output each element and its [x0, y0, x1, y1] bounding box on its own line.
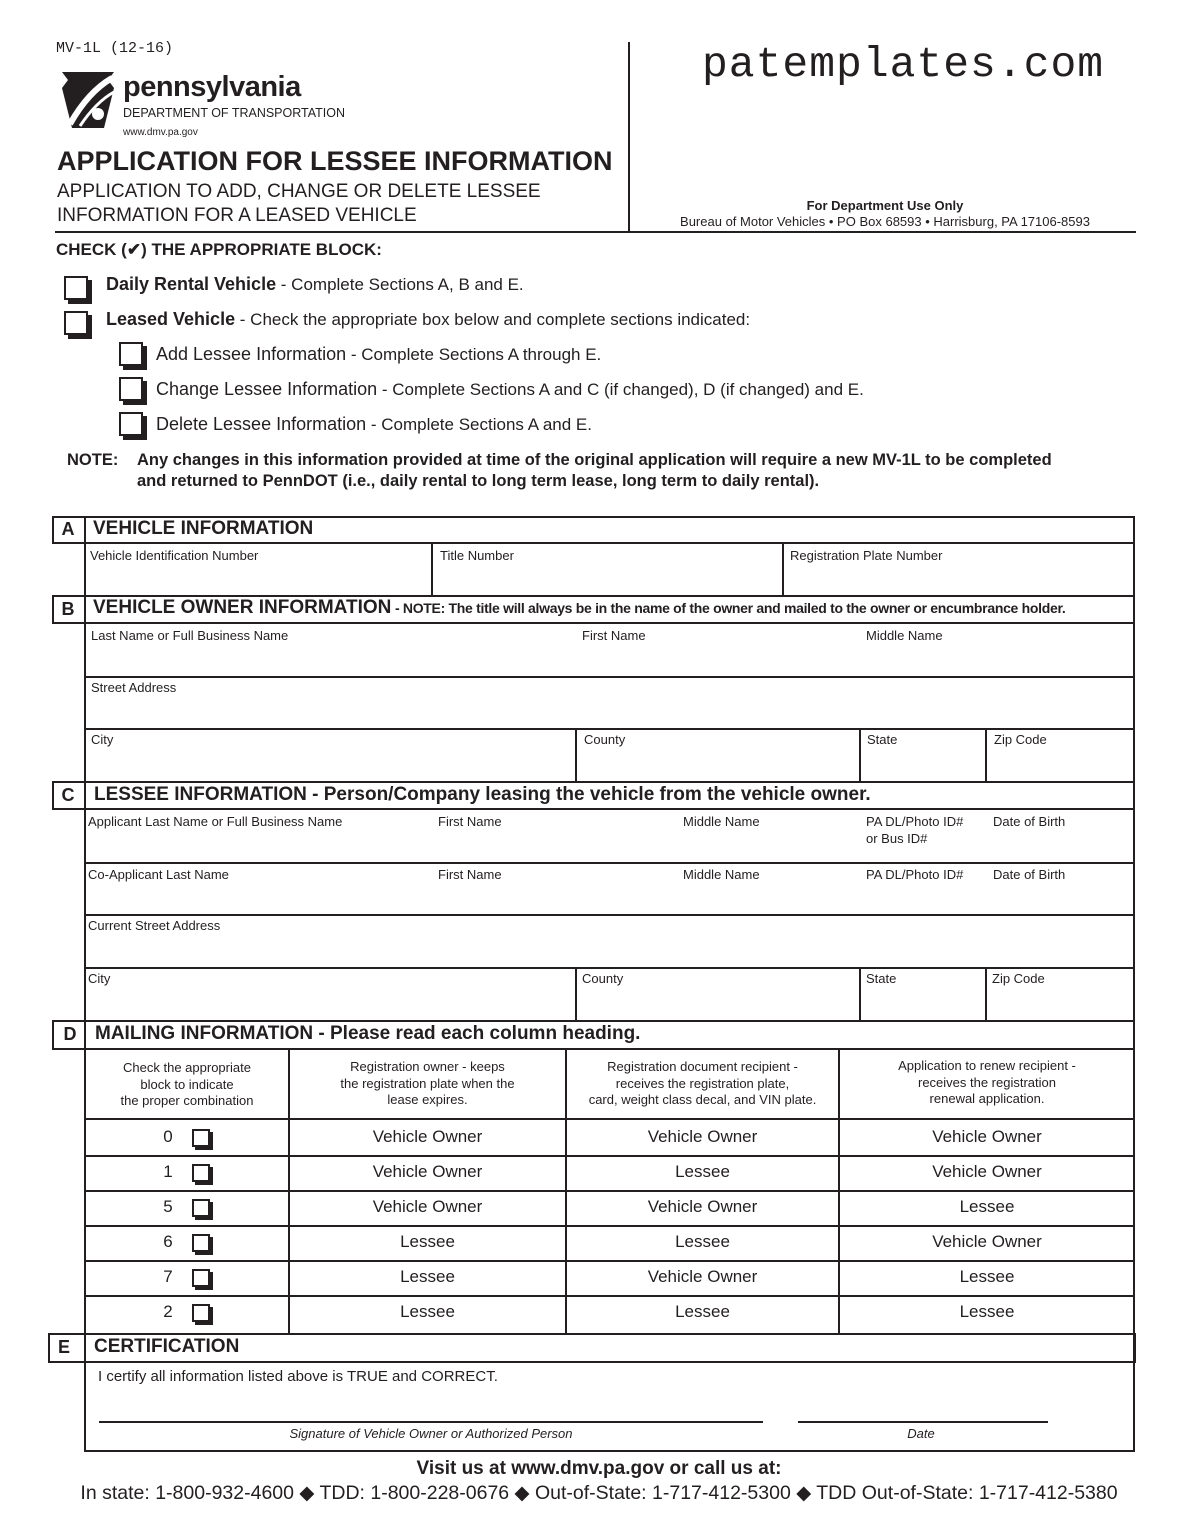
- agency-dept: DEPARTMENT OF TRANSPORTATION: [123, 106, 346, 120]
- agency-url: www.dmv.pa.gov: [123, 127, 198, 138]
- watermark: patemplates.com: [702, 40, 1105, 89]
- form-code: MV-1L (12-16): [56, 40, 174, 57]
- mailing-code: 7: [163, 1267, 173, 1286]
- form-title: APPLICATION FOR LESSEE INFORMATION: [57, 146, 613, 176]
- mailing-doc-recipient: Vehicle Owner: [647, 1267, 758, 1286]
- form-subtitle-2: INFORMATION FOR A LEASED VEHICLE: [57, 205, 417, 226]
- delete-lessee-checkbox[interactable]: [119, 412, 143, 436]
- mailing-code: 0: [163, 1127, 173, 1146]
- mailing-reg-owner: Vehicle Owner: [372, 1127, 483, 1146]
- co-applicant-middle-name-label: Middle Name: [683, 867, 760, 882]
- mailing-doc-recipient: Vehicle Owner: [647, 1197, 758, 1216]
- applicant-last-name-label: Applicant Last Name or Full Business Name: [88, 814, 343, 829]
- leased-vehicle-checkbox[interactable]: [64, 311, 88, 335]
- mailing-renew-recipient: Lessee: [959, 1197, 1015, 1216]
- mailing-option-checkbox[interactable]: [192, 1129, 210, 1147]
- mailing-col-reg-owner-header: Registration owner - keeps the registration plate when the lease expires.: [340, 1059, 515, 1107]
- mailing-col-renew-recipient-header: Application to renew recipient - receives the registration renewal application.: [898, 1058, 1076, 1106]
- lessee-city-label: City: [88, 971, 111, 986]
- signature-label: Signature of Vehicle Owner or Authorized Person: [289, 1426, 573, 1441]
- lessee-state-label: State: [866, 971, 897, 986]
- keystone-logo-icon: [58, 72, 118, 128]
- co-applicant-last-name-label: Co-Applicant Last Name: [88, 867, 229, 882]
- form-subtitle-1: APPLICATION TO ADD, CHANGE OR DELETE LESSEE: [57, 181, 541, 202]
- change-lessee-checkbox[interactable]: [119, 377, 143, 401]
- date-line[interactable]: [798, 1421, 1048, 1423]
- mailing-row: [86, 1189, 1134, 1224]
- owner-middle-name-label: Middle Name: [866, 628, 943, 643]
- section-b-title: VEHICLE OWNER INFORMATION - NOTE: The title will always be in the name of the owner and mailed to the owner or encumbrance holder.: [93, 597, 1066, 618]
- check-heading: CHECK (✔) THE APPROPRIATE BLOCK:: [56, 240, 382, 259]
- mailing-renew-recipient: Lessee: [959, 1302, 1015, 1321]
- dept-use-label: For Department Use Only: [806, 198, 964, 213]
- daily-rental-checkbox[interactable]: [64, 276, 88, 300]
- co-applicant-dl-label: PA DL/Photo ID#: [866, 867, 964, 882]
- note-line-1: Any changes in this information provided at time of the original application will require a new MV-1L to be completed: [137, 451, 1052, 469]
- applicant-middle-name-label: Middle Name: [683, 814, 760, 829]
- mailing-doc-recipient: Lessee: [675, 1302, 730, 1321]
- date-label: Date: [907, 1426, 935, 1441]
- lessee-zip-label: Zip Code: [992, 971, 1045, 986]
- mailing-option-checkbox[interactable]: [192, 1234, 210, 1252]
- mailing-row: [86, 1259, 1134, 1294]
- mailing-renew-recipient: Vehicle Owner: [932, 1232, 1042, 1251]
- mailing-doc-recipient: Lessee: [675, 1232, 730, 1251]
- mailing-code: 5: [163, 1197, 173, 1216]
- owner-zip-label: Zip Code: [994, 732, 1047, 747]
- lessee-county-label: County: [582, 971, 624, 986]
- mailing-reg-owner: Lessee: [400, 1267, 455, 1286]
- mailing-col-check-header: Check the appropriate block to indicate the proper combination: [120, 1060, 254, 1108]
- mailing-row: [86, 1119, 1134, 1154]
- mailing-row: [86, 1224, 1134, 1259]
- owner-state-label: State: [867, 732, 898, 747]
- mailing-reg-owner: Vehicle Owner: [372, 1162, 483, 1181]
- mailing-renew-recipient: Vehicle Owner: [932, 1127, 1042, 1146]
- mailing-code: 6: [163, 1232, 173, 1251]
- owner-county-label: County: [584, 732, 626, 747]
- section-d-title: MAILING INFORMATION - Please read each column heading.: [95, 1023, 641, 1044]
- applicant-dob-label: Date of Birth: [993, 814, 1066, 829]
- daily-rental-label: Daily Rental Vehicle - Complete Sections A, B and E.: [106, 274, 524, 294]
- section-e-title: CERTIFICATION: [94, 1336, 240, 1357]
- mailing-reg-owner: Lessee: [400, 1232, 455, 1251]
- mailing-option-checkbox[interactable]: [192, 1164, 210, 1182]
- section-c-letter: C: [61, 785, 75, 805]
- section-a-letter: A: [61, 519, 75, 539]
- agency-name: pennsylvania: [123, 71, 301, 103]
- mailing-option-checkbox[interactable]: [192, 1304, 210, 1322]
- mailing-row: [86, 1154, 1134, 1189]
- plate-number-label: Registration Plate Number: [790, 548, 943, 563]
- section-c-title: LESSEE INFORMATION - Person/Company leasing the vehicle from the vehicle owner.: [94, 784, 871, 805]
- mailing-col-doc-recipient-header: Registration document recipient - receives the registration plate, card, weight class decal, and VIN plate.: [588, 1059, 817, 1107]
- co-applicant-first-name-label: First Name: [438, 867, 502, 882]
- mailing-renew-recipient: Vehicle Owner: [932, 1162, 1042, 1181]
- add-lessee-label: Add Lessee Information - Complete Sections A through E.: [156, 344, 602, 364]
- note-line-2: and returned to PennDOT (i.e., daily rental to long term lease, long term to daily rental).: [137, 472, 820, 490]
- leased-vehicle-label: Leased Vehicle - Check the appropriate box below and complete sections indicated:: [106, 309, 751, 329]
- add-lessee-checkbox[interactable]: [119, 342, 143, 366]
- lessee-street-label: Current Street Address: [88, 918, 221, 933]
- section-a-title: VEHICLE INFORMATION: [93, 518, 314, 539]
- dept-address: Bureau of Motor Vehicles • PO Box 68593 • Harrisburg, PA 17106-8593: [680, 214, 1090, 229]
- applicant-bus-id-label: or Bus ID#: [866, 831, 928, 846]
- mailing-reg-owner: Vehicle Owner: [372, 1197, 483, 1216]
- title-number-label: Title Number: [440, 548, 514, 563]
- footer-phones: In state: 1-800-932-4600 ◆ TDD: 1-800-228-0676 ◆ Out-of-State: 1-717-412-5300 ◆ TDD Out-of-State: 1-717-412-5380: [80, 1482, 1118, 1504]
- mailing-option-checkbox[interactable]: [192, 1199, 210, 1217]
- mailing-option-checkbox[interactable]: [192, 1269, 210, 1287]
- owner-city-label: City: [91, 732, 114, 747]
- mailing-code: 2: [163, 1302, 173, 1321]
- co-applicant-dob-label: Date of Birth: [993, 867, 1066, 882]
- mailing-doc-recipient: Vehicle Owner: [647, 1127, 758, 1146]
- applicant-dl-label: PA DL/Photo ID#: [866, 814, 964, 829]
- section-b-letter: B: [61, 599, 75, 619]
- change-lessee-label: Change Lessee Information - Complete Sections A and C (if changed), D (if changed) and E.: [156, 379, 864, 399]
- owner-street-label: Street Address: [91, 680, 177, 695]
- mailing-renew-recipient: Lessee: [959, 1267, 1015, 1286]
- section-d-letter: D: [63, 1024, 77, 1044]
- section-e-letter: E: [57, 1337, 70, 1357]
- mailing-row: [86, 1294, 1134, 1329]
- vin-label: Vehicle Identification Number: [90, 548, 259, 563]
- note-label: NOTE:: [67, 451, 119, 469]
- owner-first-name-label: First Name: [582, 628, 646, 643]
- mailing-doc-recipient: Lessee: [675, 1162, 730, 1181]
- certification-statement: I certify all information listed above is TRUE and CORRECT.: [98, 1368, 498, 1385]
- signature-line[interactable]: [99, 1421, 763, 1423]
- mailing-code: 1: [163, 1162, 173, 1181]
- owner-last-name-label: Last Name or Full Business Name: [91, 628, 289, 643]
- footer-visit: Visit us at www.dmv.pa.gov or call us at:: [416, 1458, 782, 1479]
- applicant-first-name-label: First Name: [438, 814, 502, 829]
- delete-lessee-label: Delete Lessee Information - Complete Sections A and E.: [156, 414, 592, 434]
- mailing-reg-owner: Lessee: [400, 1302, 455, 1321]
